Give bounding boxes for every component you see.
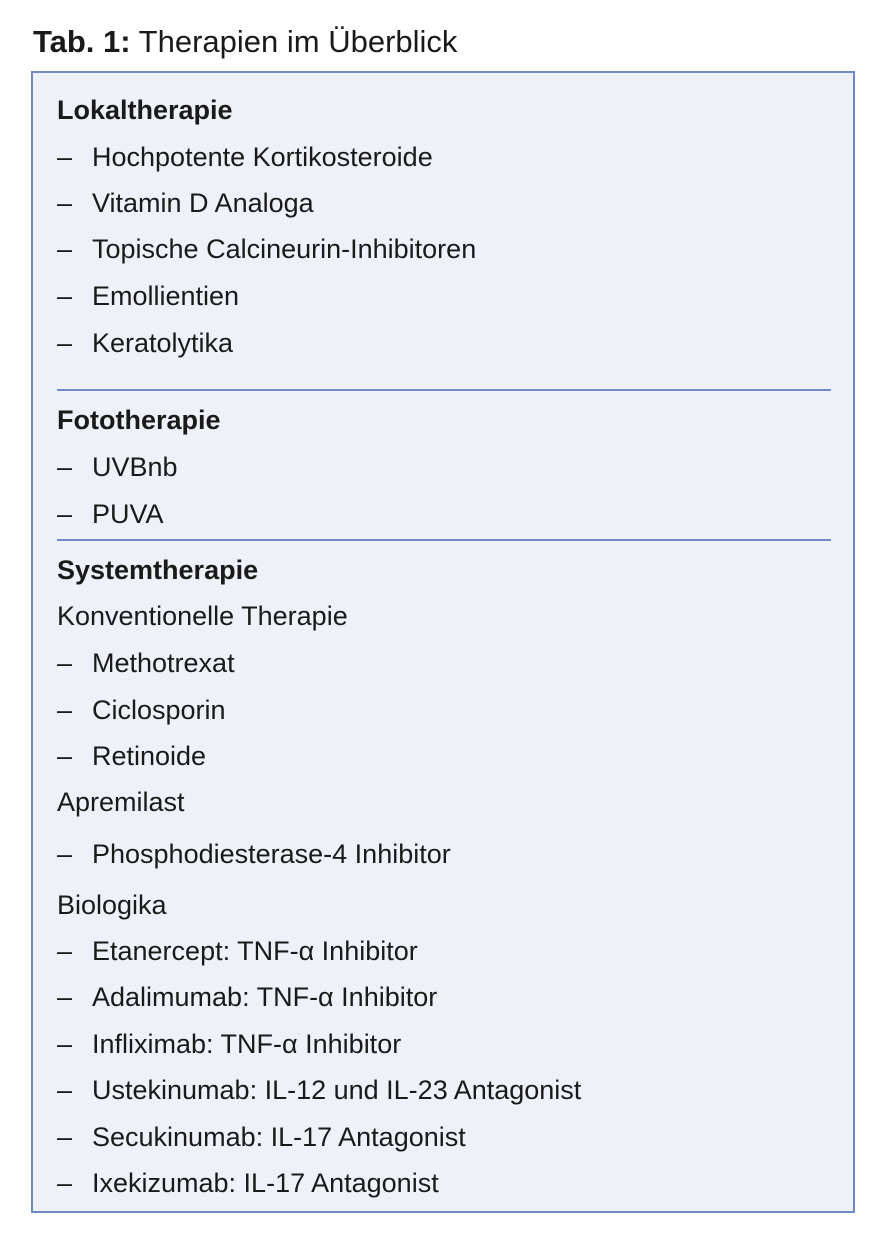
dash: – [57, 234, 73, 264]
dash: – [57, 328, 73, 358]
list-item [57, 1027, 401, 1061]
list-item-text: Ustekinumab: IL-12 und IL-23 Antagonist [92, 1075, 582, 1105]
list-item-text: Etanercept: TNF-α Inhibitor [92, 936, 418, 966]
list-item [57, 140, 433, 174]
list-item-text: Ciclosporin [92, 695, 226, 725]
list-item-text: Secukinumab: IL-17 Antagonist [92, 1122, 466, 1152]
therapy-table [31, 71, 855, 1213]
list-item-text: Vitamin D Analoga [92, 188, 314, 218]
list-item [57, 1120, 466, 1154]
list-item [57, 837, 451, 871]
list-item-text: Topische Calcineurin-Inhibitoren [92, 234, 477, 264]
list-item-text: Ixekizumab: IL-17 Antagonist [92, 1168, 439, 1198]
list-item-text: PUVA [92, 499, 164, 529]
list-item [57, 1166, 439, 1200]
list-item-text: Emollientien [92, 281, 240, 311]
dash: – [57, 188, 73, 218]
list-item [57, 739, 206, 773]
list-item [57, 326, 233, 360]
dash: – [57, 1168, 73, 1198]
list-item [57, 980, 437, 1014]
subheading-konventionell: Konventionelle Therapie [57, 601, 348, 631]
dash: – [57, 982, 73, 1012]
list-item-text: Hochpotente Kortikosteroide [92, 142, 433, 172]
subheading-apremilast: Apremilast [57, 787, 185, 817]
table-caption: Therapien im Überblick [138, 24, 458, 59]
list-item [57, 232, 476, 266]
section-heading-systemtherapie: Systemtherapie [57, 555, 259, 585]
table-number: Tab. 1: [33, 24, 131, 59]
list-item-text: Infliximab: TNF-α Inhibitor [92, 1029, 402, 1059]
dash: – [57, 741, 73, 771]
section-heading-lokaltherapie: Lokaltherapie [57, 95, 233, 125]
dash: – [57, 1075, 73, 1105]
dash: – [57, 1122, 73, 1152]
list-item [57, 279, 239, 313]
subheading-biologika: Biologika [57, 890, 167, 920]
list-item-text: Retinoide [92, 741, 207, 771]
list-item [57, 450, 178, 484]
dash: – [57, 499, 73, 529]
dash: – [57, 142, 73, 172]
list-item [57, 646, 235, 680]
dash: – [57, 695, 73, 725]
list-item [57, 497, 164, 531]
list-item-text: Adalimumab: TNF-α Inhibitor [92, 982, 438, 1012]
list-item-text: UVBnb [92, 452, 178, 482]
section-divider [57, 539, 831, 541]
dash: – [57, 839, 73, 869]
list-item [57, 186, 314, 220]
list-item [57, 693, 226, 727]
table-title [33, 22, 457, 62]
list-item-text: Keratolytika [92, 328, 234, 358]
dash: – [57, 281, 73, 311]
list-item-text: Phosphodiesterase-4 Inhibitor [92, 839, 451, 869]
list-item-text: Methotrexat [92, 648, 235, 678]
dash: – [57, 1029, 73, 1059]
list-item [57, 934, 418, 968]
dash: – [57, 452, 73, 482]
dash: – [57, 648, 73, 678]
section-heading-fototherapie: Fototherapie [57, 405, 221, 435]
list-item [57, 1073, 581, 1107]
dash: – [57, 936, 73, 966]
section-divider [57, 389, 831, 391]
